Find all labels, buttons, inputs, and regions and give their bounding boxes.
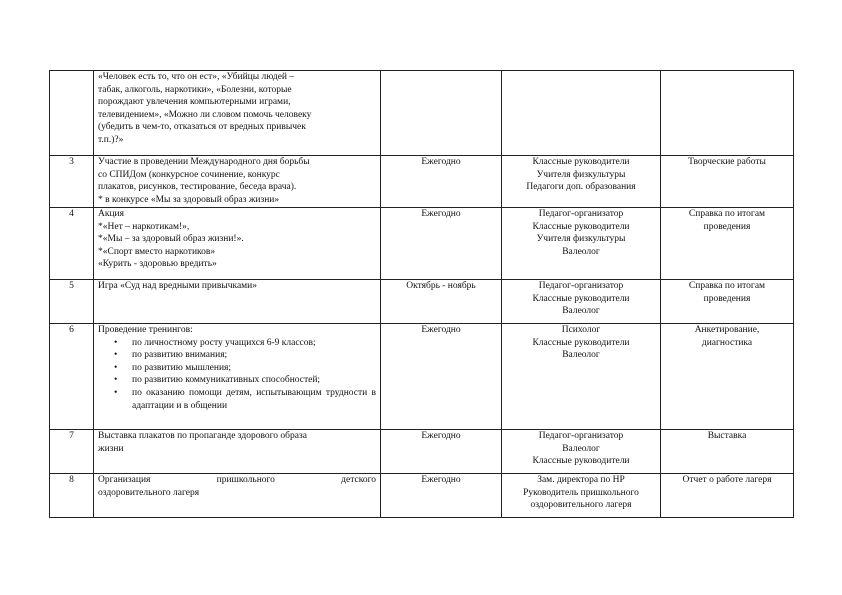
responsible-cell — [502, 156, 661, 208]
date-cell: Ежегодно — [381, 324, 502, 430]
responsible-line: Классные руководители — [532, 337, 630, 348]
responsible-line: Валеолог — [562, 443, 600, 454]
activity-line: жизни — [98, 443, 124, 454]
activity-cell — [94, 474, 381, 518]
responsible-line: Валеолог — [562, 350, 600, 361]
date-cell: Ежегодно — [381, 208, 502, 280]
result-cell — [661, 430, 794, 474]
responsible-line: оздоровительного лагеря — [530, 500, 632, 511]
date-cell: Октябрь - ноябрь — [381, 280, 502, 324]
result-line: Творческие работы — [688, 157, 766, 167]
responsible-line: Классные руководители — [532, 157, 630, 167]
list-item: • по личностному росту учащихся 6-9 классов; — [132, 337, 376, 350]
date-cell — [381, 71, 502, 156]
activity-line: *«Нет – наркотикам!», — [98, 221, 190, 232]
row-number: 7 — [50, 430, 94, 474]
activity-cell — [94, 324, 381, 430]
table-row — [50, 324, 794, 430]
date-cell: Ежегодно — [381, 430, 502, 474]
activity-line: «Курить - здоровью вредить» — [98, 259, 217, 270]
activity-line: со СПИДом (конкурсное сочинение, конкурс — [98, 169, 280, 180]
result-cell — [661, 71, 794, 156]
responsible-cell — [502, 430, 661, 474]
result-line: Отчет о работе лагеря — [682, 475, 772, 485]
activity-line: телевидением», «Можно ли словом помочь человеку — [98, 109, 312, 120]
activity-line: Акция — [98, 209, 125, 219]
activity-line: * в конкурсе «Мы за здоровый образ жизни» — [98, 194, 280, 205]
responsible-cell — [502, 208, 661, 280]
responsible-cell — [502, 474, 661, 518]
activity-line: «Человек есть то, что он ест», «Убийцы людей – — [98, 72, 295, 82]
responsible-line: Педагог-организатор — [538, 431, 624, 441]
activity-line: Выставка плакатов по пропаганде здорового образа — [98, 431, 307, 441]
responsible-cell — [502, 71, 661, 156]
list-item: • по развитию внимания; — [132, 349, 376, 362]
responsible-line: Классные руководители — [532, 456, 630, 467]
activity-line: табак, алкоголь, наркотики», «Болезни, которые — [98, 84, 292, 95]
activity-line: Участие в проведении Международного дня борьбы — [98, 157, 310, 167]
responsible-cell — [502, 324, 661, 430]
activity-cell — [94, 280, 381, 324]
activity-cell — [94, 71, 381, 156]
result-line: проведения — [703, 293, 751, 304]
responsible-line: Учителя физкультуры — [536, 234, 626, 245]
table-row — [50, 156, 794, 208]
list-item: • по развитию мышления; — [132, 362, 376, 375]
activity-line: Игра «Суд над вредными привычками» — [98, 281, 258, 291]
plan-table — [49, 70, 794, 518]
responsible-line: Классные руководители — [532, 221, 630, 232]
table-row — [50, 474, 794, 518]
activity-line: плакатов, рисунков, тестирование, беседа врача). — [98, 182, 297, 193]
activity-cell — [94, 156, 381, 208]
activity-line: *«Спорт вместо наркотиков» — [98, 246, 216, 257]
responsible-line: Валеолог — [562, 246, 600, 257]
result-cell — [661, 208, 794, 280]
responsible-line: Психолог — [561, 325, 601, 335]
activity-line: т.п.)?» — [98, 134, 124, 145]
responsible-line: Учителя физкультуры — [536, 169, 626, 180]
result-line: диагностика — [701, 337, 753, 348]
responsible-cell — [502, 280, 661, 324]
activity-line: Организация пришкольного детского — [98, 475, 376, 485]
activity-cell — [94, 208, 381, 280]
activity-line: оздоровительного лагеря — [98, 487, 200, 498]
activity-cell — [94, 430, 381, 474]
result-cell — [661, 156, 794, 208]
responsible-line: Валеолог — [562, 306, 600, 317]
result-line: Справка по итогам — [688, 209, 766, 219]
row-number: 4 — [50, 208, 94, 280]
responsible-line: Классные руководители — [532, 293, 630, 304]
result-line: проведения — [703, 221, 751, 232]
table-row — [50, 430, 794, 474]
result-line: Справка по итогам — [688, 281, 766, 291]
responsible-line: Руководитель пришкольного — [523, 487, 639, 498]
row-number: 8 — [50, 474, 94, 518]
date-cell: Ежегодно — [381, 474, 502, 518]
result-line: Выставка — [707, 431, 747, 441]
table-row — [50, 208, 794, 280]
responsible-line: Зам. директора по НР — [537, 475, 625, 485]
activity-line: Проведение тренингов: — [98, 325, 193, 335]
row-number: 5 — [50, 280, 94, 324]
date-cell: Ежегодно — [381, 156, 502, 208]
result-cell — [661, 474, 794, 518]
row-number: 3 — [50, 156, 94, 208]
activity-line: *«Мы – за здоровый образ жизни!». — [98, 234, 244, 245]
table-row — [50, 71, 794, 156]
row-number — [50, 71, 94, 156]
responsible-line: Педагоги доп. образования — [526, 182, 636, 193]
list-item: • по оказанию помощи детям, испытывающим трудности в адаптации и в общении — [132, 387, 376, 412]
result-line: Анкетирование, — [694, 325, 760, 335]
activity-line: (убедить в чем-то, отказаться от вредных привычек — [98, 122, 306, 133]
list-item: • по развитию коммуникативных способностей; — [132, 374, 376, 387]
result-cell — [661, 280, 794, 324]
activity-line: порождают увлечения компьютерными играми, — [98, 97, 291, 108]
result-cell — [661, 324, 794, 430]
training-list — [98, 337, 376, 413]
responsible-line: Педагог-организатор — [538, 209, 624, 219]
responsible-line: Педагог-организатор — [538, 281, 624, 291]
row-number: 6 — [50, 324, 94, 430]
table-row — [50, 280, 794, 324]
